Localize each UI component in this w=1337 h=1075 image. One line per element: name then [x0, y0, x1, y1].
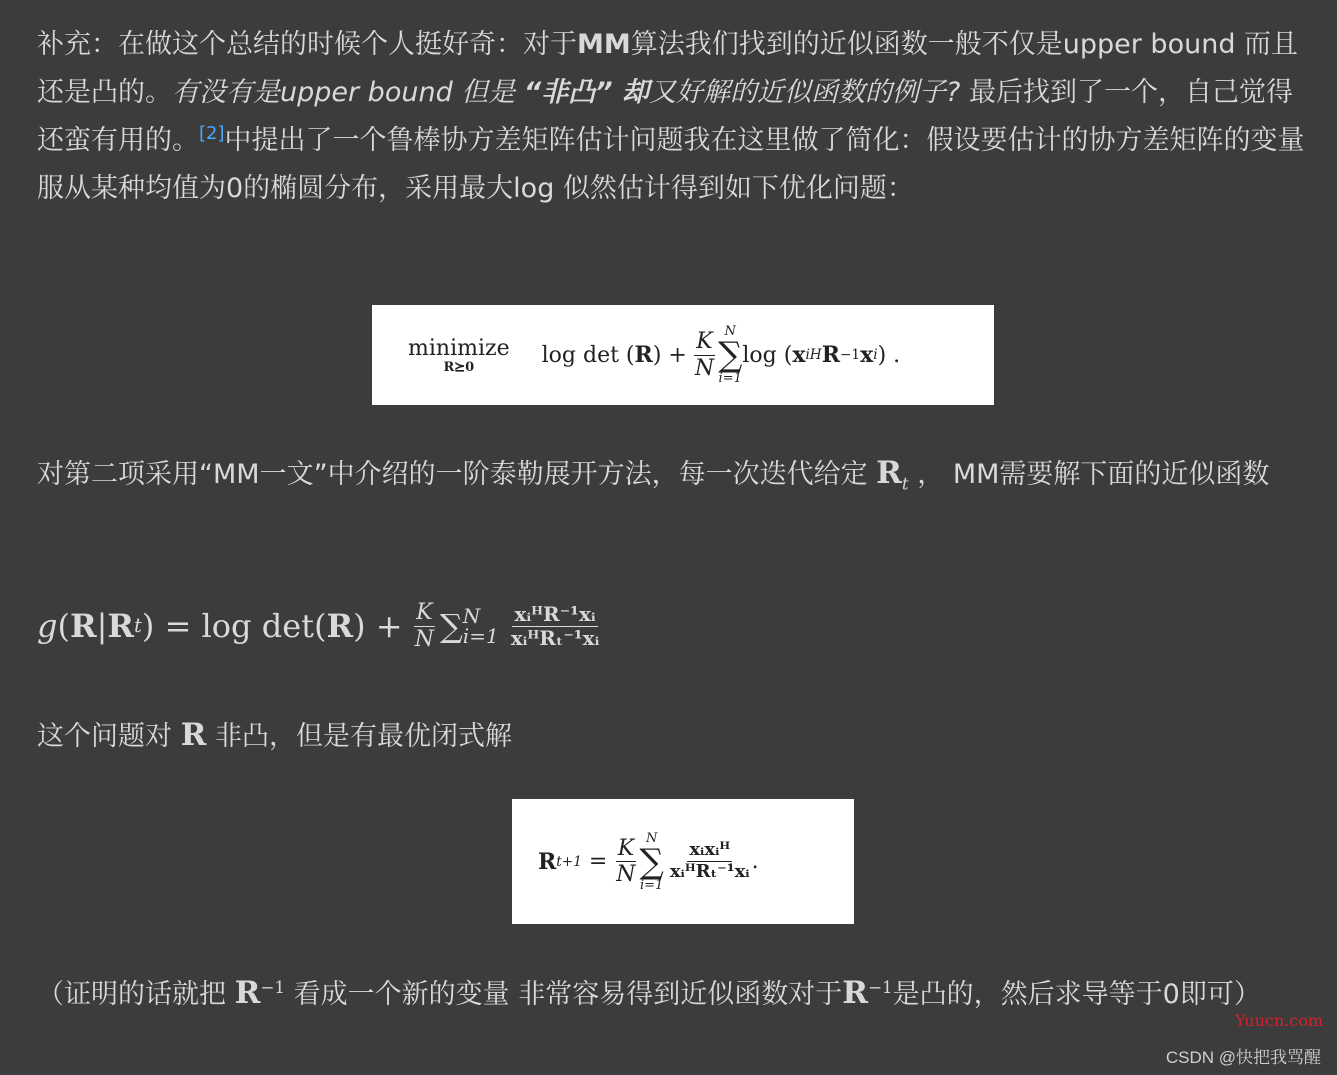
surrogate-fraction: $\frac{\text{xᵢᴴR⁻¹xᵢ}}{\text{xᵢᴴRₜ⁻¹xᵢ}}$ — [510, 601, 600, 650]
summation-symbol: N ∑ i=1 — [639, 830, 664, 893]
equation-image-closed-form: R t+1 = $\frac{K}{N}$ N ∑ i=1 $\frac{\text{xᵢxᵢᴴ}}{\text{xᵢᴴRₜ⁻¹xᵢ}}$ . — [512, 799, 854, 924]
summation-symbol: N ∑ i=1 — [718, 324, 743, 386]
fraction-K-over-N: $\frac{K}{N}$ — [694, 329, 715, 381]
summation-symbol: ∑ — [439, 607, 463, 645]
closed-form-fraction: $\frac{\text{xᵢxᵢᴴ}}{\text{xᵢᴴRₜ⁻¹xᵢ}}$ — [669, 839, 750, 882]
proof-paragraph: （证明的话就把 $R^{-1}$ 看成一个新的变量 非常容易得到近似函数对于$R^{-1}$是凸的，然后求导等于0即可） — [37, 975, 1261, 1011]
equation-image-objective: minimize R⪰0 log det ( R ) + $\frac{K}{N}$ N ∑ i=1 log ( x i H R −1 x i ) . — [372, 305, 994, 405]
italic-question: 有没有是upper bound 但是 “非凸” 却又好解的近似函数的例子? — [172, 77, 961, 108]
mm-bold: MM — [577, 29, 631, 60]
equation-surrogate: g ( R | R t ) = log det( R ) + $\frac{K}{N}$ ∑ N i=1 $\frac{\text{xᵢᴴR⁻¹xᵢ}}{\text{xᵢᴴRₜ⁻¹xᵢ}}$ — [37, 600, 600, 652]
minimize-label: minimize — [408, 336, 510, 361]
fraction-K-over-N: $\frac{K}{N}$ — [616, 835, 636, 887]
constraint-label: R⪰0 — [443, 360, 475, 375]
taylor-paragraph: 对第二项采用“MM一文”中介绍的一阶泰勒展开方法，每一次迭代给定 $R_t$ ， MM需要解下面的近似函数 — [37, 455, 1270, 494]
nonconvex-paragraph: 这个问题对 R 非凸，但是有最优闭式解 — [37, 717, 512, 753]
author-watermark: CSDN @快把我骂醒 — [1165, 1048, 1321, 1067]
site-watermark: Yuucn.com — [1235, 1011, 1323, 1030]
fraction-K-over-N: $\frac{K}{N}$ — [414, 600, 434, 652]
intro-paragraph: 补充：在做这个总结的时候个人挺好奇：对于MM算法我们找到的近似函数一般不仅是upper bound 而且还是凸的。有没有是upper bound 但是 “非凸” 却又好解的近似函数的例子? 最后找到了一个，自己觉得还蛮有用的。[2]中提出了一个鲁棒协方差矩阵估计问题我在这里做了简化：假设要估计的协方差矩阵的变量服从某种均值为0的椭圆分布，采用最大log 似然估计得到如下优化问题： — [37, 29, 1305, 204]
reference-link[interactable]: [2] — [199, 123, 225, 144]
